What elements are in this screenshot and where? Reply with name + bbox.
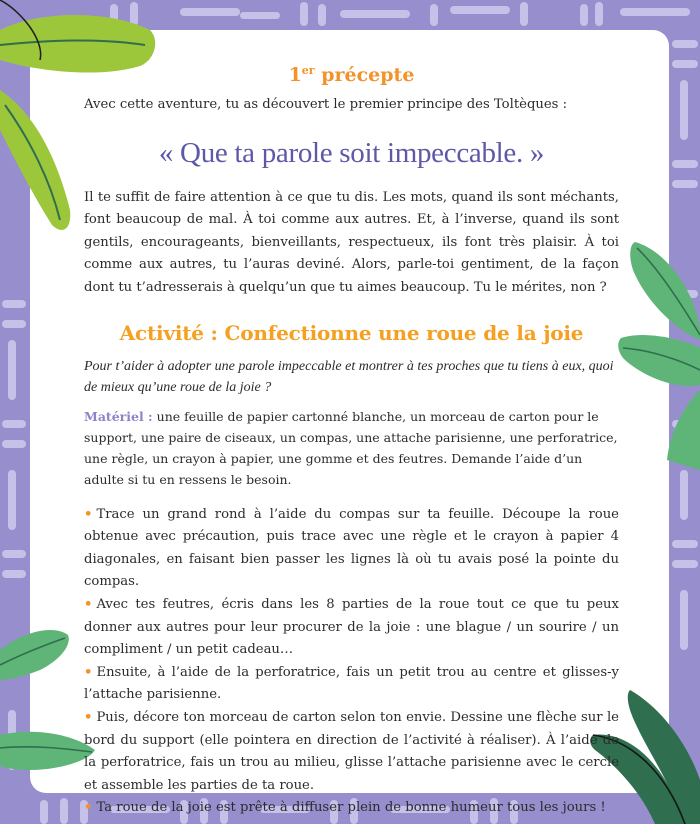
- step-text: Avec tes feutres, écris dans les 8 parties de la roue tout ce que tu peux donner aux autres pour leur procurer de la joie : une blague / un sourire / un compliment / un petit cadeau…: [84, 596, 619, 658]
- step-text: Ta roue de la joie est prête à diffuser plein de bonne humeur tous les jours !: [96, 800, 606, 816]
- green-leaves-right-icon: [615, 230, 700, 470]
- step-item: [84, 504, 619, 594]
- activity-lead: Pour t’aider à adopter une parole impeccable et montrer à tes proches que tu tiens à eux, quoi de mieux qu’une roue de la joie ?: [84, 358, 614, 395]
- step-text: Ensuite, à l’aide de la perforatrice, fais un petit trou au centre et glisses-y l’attache parisienne.: [84, 664, 619, 703]
- bullet-icon: •: [84, 664, 93, 680]
- precept-word: précepte: [321, 64, 415, 86]
- step-text: Trace un grand rond à l’aide du compas sur ta feuille. Découpe la roue obtenue avec précaution, puis trace avec une règle et le crayon à papier 4 diagonales, en faisant bien passer les lignes là où tu avais posé la pointe du compas.: [84, 506, 619, 590]
- intro-text: Avec cette aventure, tu as découvert le premier principe des Toltèques :: [84, 97, 568, 112]
- precept-ordinal: 1: [288, 64, 302, 86]
- document-content: [84, 58, 619, 820]
- bullet-icon: •: [84, 800, 93, 816]
- step-item: [84, 662, 619, 707]
- material-text: une feuille de papier cartonné blanche, un morceau de carton pour le support, une paire de ciseaux, un compas, une attache parisienne, une perforatrice, une règle, un crayon à papier, une gomme et des feutres. Demande l’aide d’un adulte si tu en ressens le besoin.: [84, 408, 618, 487]
- precept-quote: « Que ta parole soit impeccable. »: [158, 136, 545, 169]
- step-item: [84, 594, 619, 662]
- step-text: Puis, décore ton morceau de carton selon ton envie. Dessine une flèche sur le bord du support (elle pointera en direction de l’activité à réaliser). À l’aide de la perforatrice, fais un trou au milieu, glisse l’attache parisienne avec le cercle et assemble les parties de ta roue.: [84, 709, 619, 793]
- explanation-paragraph: Il te suffit de faire attention à ce que tu dis. Les mots, quand ils sont méchants, font beaucoup de mal. À toi comme aux autres. Et, à l’inverse, quand ils sont gentils, encourageants, bienveillants, respectueux, ils font très plaisir. À toi comme aux autres, tu l’auras deviné. Alors, parle-toi gentiment, de la façon dont tu t’adresserais à quelqu’un que tu aimes beaucoup. Tu le mérites, non ?: [84, 189, 619, 295]
- step-item: [84, 707, 619, 797]
- bullet-icon: •: [84, 596, 93, 612]
- activity-title: Activité : Confectionne une roue de la joie: [119, 320, 584, 345]
- material-label: Matériel :: [84, 408, 153, 424]
- activity-steps: [84, 504, 619, 820]
- precept-title: [84, 58, 619, 88]
- precept-ordinal-suffix: er: [301, 64, 315, 77]
- step-item: [84, 797, 619, 820]
- bullet-icon: •: [84, 709, 93, 725]
- material-list: [84, 406, 619, 490]
- bullet-icon: •: [84, 506, 93, 522]
